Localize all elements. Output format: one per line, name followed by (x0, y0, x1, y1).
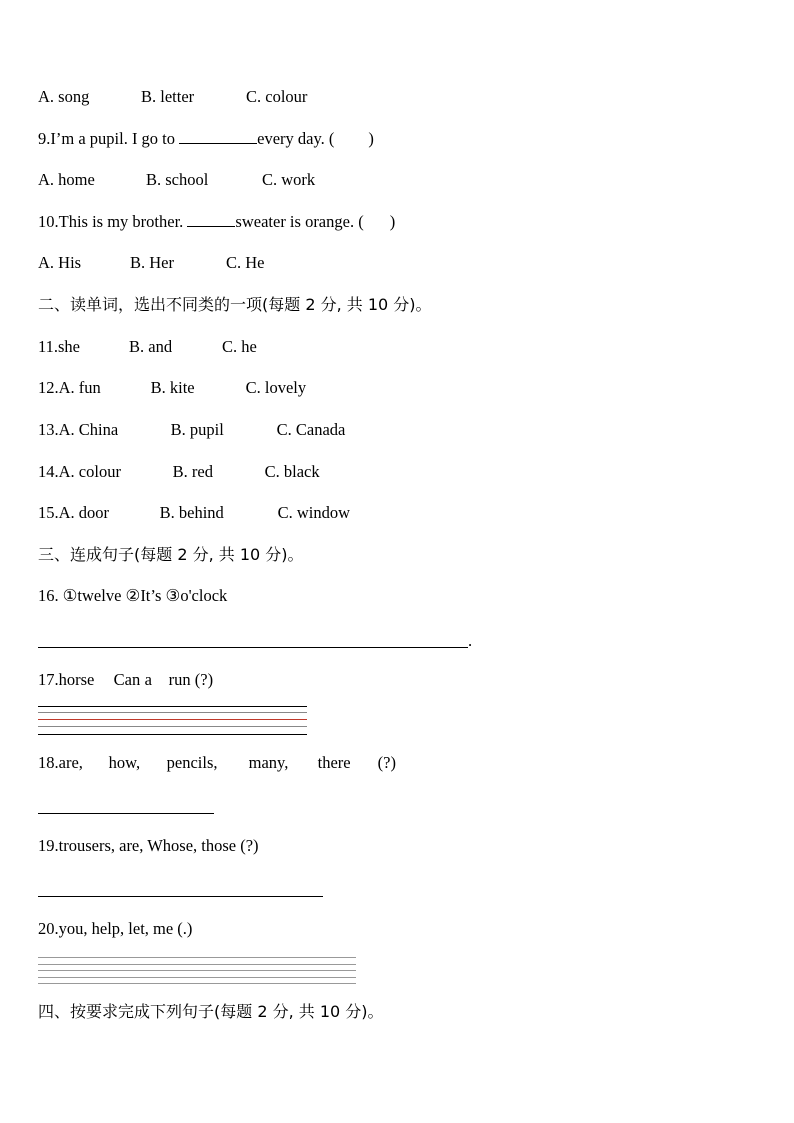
q20-rule-4 (38, 977, 356, 978)
q10-close-paren: ) (389, 212, 396, 231)
section-2-heading: 二、读单词，选出不同类的一项(每题 2 分, 共 10 分)。 (38, 295, 432, 314)
q18-word-6: (?) (377, 753, 396, 772)
q11-option-b: B. and (129, 337, 173, 356)
section-4-heading: 四、按要求完成下列句子(每题 2 分, 共 10 分)。 (38, 1002, 384, 1021)
q9-option-b: B. school (146, 170, 209, 189)
q10-option-b: B. Her (130, 253, 174, 272)
q9-options (38, 170, 315, 190)
q13-number: 13. (38, 420, 59, 439)
q11-option-a: she (58, 337, 81, 356)
q20-rule-2 (38, 964, 356, 965)
question-15 (38, 503, 350, 523)
q16-number: 16. (38, 586, 59, 605)
q12-option-b: B. kite (150, 378, 195, 397)
q13-option-a: A. China (58, 420, 119, 439)
q10-option-c: C. He (226, 253, 265, 272)
q12-option-a: A. fun (58, 378, 101, 397)
q8-option-a: A. song (38, 87, 90, 106)
q17-rule-5 (38, 734, 307, 735)
q8-option-c: C. colour (246, 87, 308, 106)
q13-option-c: C. Canada (276, 420, 346, 439)
question-20 (38, 919, 192, 939)
q9-option-c: C. work (262, 170, 316, 189)
q17-number: 17. (38, 670, 59, 689)
section-3-heading: 三、连成句子(每题 2 分, 共 10 分)。 (38, 545, 304, 564)
q15-option-a: A. door (58, 503, 110, 522)
q10-answer-blank[interactable] (187, 212, 235, 227)
q9-close-paren: ) (368, 129, 374, 148)
q16-words: ①twelve ②It’s ③o'clock (62, 586, 228, 605)
q10-option-a: A. His (38, 253, 82, 272)
question-13 (38, 420, 345, 440)
q9-stem-end: every day. ( (257, 129, 335, 148)
q8-options (38, 87, 307, 107)
q17-word-1: horse (58, 670, 95, 689)
q9-option-a: A. home (38, 170, 95, 189)
q17-word-3: a (144, 670, 152, 689)
q9-stem-start: I’m a pupil. I go to (50, 129, 176, 148)
q9-answer-blank[interactable] (179, 129, 257, 144)
q20-rule-5 (38, 983, 356, 984)
q12-number: 12. (38, 378, 59, 397)
q13-option-b: B. pupil (170, 420, 224, 439)
q20-number: 20. (38, 919, 59, 938)
q11-number: 11. (38, 337, 59, 356)
q10-stem-end: sweater is orange. ( (235, 212, 364, 231)
question-10 (38, 212, 395, 232)
q15-number: 15. (38, 503, 59, 522)
question-12 (38, 378, 306, 398)
q18-answer-line[interactable] (38, 813, 214, 814)
q20-words: you, help, let, me (.) (58, 919, 193, 938)
question-16 (38, 586, 227, 606)
q8-option-b: B. letter (141, 87, 195, 106)
q17-rule-3 (38, 719, 307, 720)
q10-number: 10. (38, 212, 59, 231)
q19-answer-line[interactable] (38, 896, 323, 897)
question-9 (38, 129, 374, 149)
q17-rule-2 (38, 712, 307, 713)
q14-option-a: A. colour (58, 462, 121, 481)
question-17 (38, 670, 213, 690)
q17-word-2: Can (113, 670, 141, 689)
q18-word-1: are, (58, 753, 83, 772)
q14-number: 14. (38, 462, 59, 481)
q20-rule-1 (38, 957, 356, 958)
q17-word-4: run (?) (168, 670, 214, 689)
q16-answer-line[interactable] (38, 647, 468, 648)
q14-option-b: B. red (172, 462, 213, 481)
q18-word-4: many, (248, 753, 289, 772)
question-18 (38, 753, 396, 773)
q10-options (38, 253, 265, 273)
question-19 (38, 836, 259, 856)
q14-option-c: C. black (264, 462, 320, 481)
q20-rule-3 (38, 970, 356, 971)
q17-rule-4 (38, 726, 307, 727)
q11-option-c: C. he (222, 337, 257, 356)
q18-word-2: how, (108, 753, 141, 772)
q12-option-c: C. lovely (245, 378, 307, 397)
q10-stem-start: This is my brother. (58, 212, 184, 231)
q15-option-b: B. behind (159, 503, 224, 522)
q15-option-c: C. window (277, 503, 351, 522)
q9-number: 9. (38, 129, 51, 148)
q18-word-3: pencils, (166, 753, 218, 772)
question-14 (38, 462, 320, 482)
q18-word-5: there (317, 753, 351, 772)
q19-number: 19. (38, 836, 59, 855)
q18-number: 18. (38, 753, 59, 772)
q16-period: . (468, 631, 473, 650)
question-11 (38, 337, 257, 357)
q19-words: trousers, are, Whose, those (?) (58, 836, 259, 855)
q17-rule-1 (38, 706, 307, 707)
